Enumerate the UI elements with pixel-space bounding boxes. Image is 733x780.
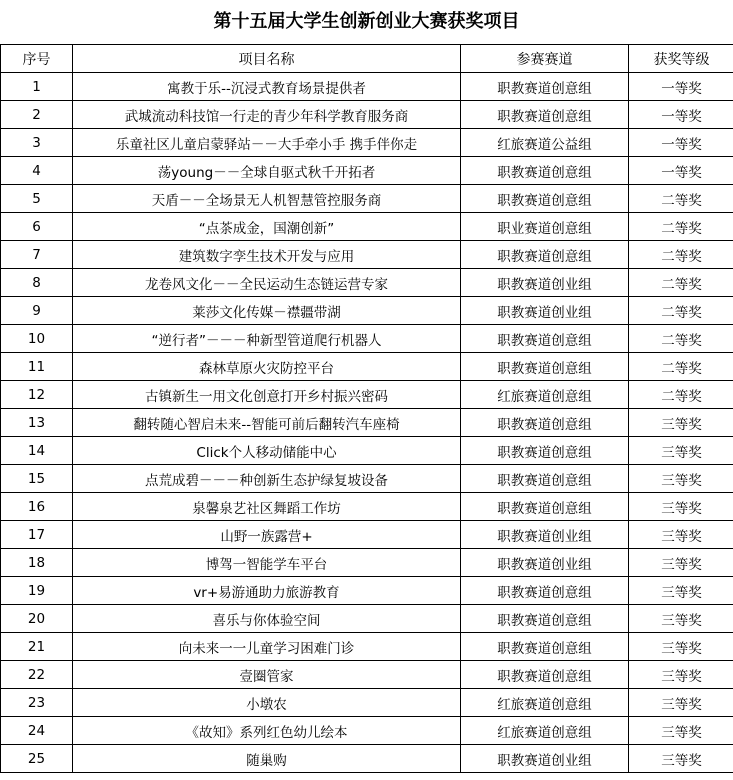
cell-track: 职教赛道创业组 — [461, 521, 629, 549]
table-row — [1, 73, 733, 101]
cell-project-name: 龙卷风文化－－全民运动生态链运营专家 — [73, 269, 461, 297]
header-row — [1, 45, 733, 73]
cell-track: 职教赛道创意组 — [461, 185, 629, 213]
cell-index: 5 — [1, 185, 73, 213]
table-row — [1, 129, 733, 157]
cell-project-name: Click个人移动储能中心 — [73, 437, 461, 465]
cell-award: 三等奖 — [629, 717, 733, 745]
cell-track: 职教赛道创意组 — [461, 73, 629, 101]
table-row — [1, 577, 733, 605]
table-row — [1, 185, 733, 213]
table-row — [1, 465, 733, 493]
cell-project-name: 山野一族露营+ — [73, 521, 461, 549]
cell-award: 三等奖 — [629, 661, 733, 689]
cell-track: 职教赛道创业组 — [461, 745, 629, 773]
table-row — [1, 381, 733, 409]
table-row — [1, 325, 733, 353]
table-row — [1, 521, 733, 549]
table-row — [1, 269, 733, 297]
cell-index: 10 — [1, 325, 73, 353]
cell-track: 职教赛道创意组 — [461, 157, 629, 185]
cell-award: 三等奖 — [629, 577, 733, 605]
cell-index: 24 — [1, 717, 73, 745]
cell-award: 一等奖 — [629, 157, 733, 185]
cell-award: 一等奖 — [629, 101, 733, 129]
table-row — [1, 549, 733, 577]
table-row — [1, 241, 733, 269]
cell-project-name: 泉馨泉艺社区舞蹈工作坊 — [73, 493, 461, 521]
table-row — [1, 689, 733, 717]
cell-index: 19 — [1, 577, 73, 605]
cell-track: 职教赛道创意组 — [461, 101, 629, 129]
cell-project-name: 建筑数字孪生技术开发与应用 — [73, 241, 461, 269]
cell-index: 15 — [1, 465, 73, 493]
table-row — [1, 745, 733, 773]
cell-award: 二等奖 — [629, 269, 733, 297]
cell-project-name: 壹圈管家 — [73, 661, 461, 689]
cell-index: 12 — [1, 381, 73, 409]
cell-track: 职教赛道创意组 — [461, 353, 629, 381]
cell-award: 三等奖 — [629, 605, 733, 633]
cell-project-name: 喜乐与你体验空间 — [73, 605, 461, 633]
cell-index: 6 — [1, 213, 73, 241]
cell-index: 21 — [1, 633, 73, 661]
cell-track: 职教赛道创意组 — [461, 409, 629, 437]
header-cell-award: 获奖等级 — [629, 45, 733, 73]
awards-table — [0, 44, 733, 773]
cell-index: 14 — [1, 437, 73, 465]
cell-award: 二等奖 — [629, 185, 733, 213]
header-cell-track: 参赛赛道 — [461, 45, 629, 73]
table-row — [1, 493, 733, 521]
cell-project-name: 古镇新生一用文化创意打开乡村振兴密码 — [73, 381, 461, 409]
cell-track: 职教赛道创业组 — [461, 297, 629, 325]
table-row — [1, 437, 733, 465]
cell-index: 4 — [1, 157, 73, 185]
cell-track: 职教赛道创意组 — [461, 437, 629, 465]
cell-track: 红旅赛道创意组 — [461, 689, 629, 717]
table-row — [1, 633, 733, 661]
cell-index: 13 — [1, 409, 73, 437]
cell-index: 8 — [1, 269, 73, 297]
cell-track: 职教赛道创业组 — [461, 269, 629, 297]
table-row — [1, 213, 733, 241]
cell-award: 二等奖 — [629, 381, 733, 409]
table-row — [1, 101, 733, 129]
cell-index: 22 — [1, 661, 73, 689]
table-row — [1, 409, 733, 437]
cell-award: 一等奖 — [629, 129, 733, 157]
cell-project-name: 天盾－－全场景无人机智慧管控服务商 — [73, 185, 461, 213]
table-row — [1, 605, 733, 633]
cell-award: 三等奖 — [629, 521, 733, 549]
cell-award: 二等奖 — [629, 241, 733, 269]
cell-index: 11 — [1, 353, 73, 381]
cell-track: 职教赛道创意组 — [461, 493, 629, 521]
cell-track: 职业赛道创意组 — [461, 213, 629, 241]
cell-project-name: 乐童社区儿童启蒙驿站－－大手牵小手 携手伴你走 — [73, 129, 461, 157]
cell-track: 红旅赛道创意组 — [461, 717, 629, 745]
cell-award: 三等奖 — [629, 465, 733, 493]
cell-project-name: 翻转随心智启未来--智能可前后翻转汽车座椅 — [73, 409, 461, 437]
cell-award: 一等奖 — [629, 73, 733, 101]
cell-project-name: 《故知》系列红色幼儿绘本 — [73, 717, 461, 745]
cell-index: 25 — [1, 745, 73, 773]
cell-track: 职教赛道创意组 — [461, 577, 629, 605]
cell-award: 三等奖 — [629, 549, 733, 577]
cell-project-name: vr+易游通助力旅游教育 — [73, 577, 461, 605]
cell-track: 红旅赛道公益组 — [461, 129, 629, 157]
cell-award: 三等奖 — [629, 689, 733, 717]
cell-track: 职教赛道创意组 — [461, 605, 629, 633]
table-row — [1, 661, 733, 689]
cell-award: 三等奖 — [629, 745, 733, 773]
cell-award: 三等奖 — [629, 633, 733, 661]
table-row — [1, 157, 733, 185]
cell-award: 二等奖 — [629, 297, 733, 325]
cell-index: 18 — [1, 549, 73, 577]
cell-track: 职教赛道创业组 — [461, 549, 629, 577]
cell-project-name: 荡young－－全球自驱式秋千开拓者 — [73, 157, 461, 185]
cell-award: 三等奖 — [629, 437, 733, 465]
table-row — [1, 717, 733, 745]
cell-index: 9 — [1, 297, 73, 325]
cell-index: 20 — [1, 605, 73, 633]
cell-index: 17 — [1, 521, 73, 549]
cell-track: 职教赛道创意组 — [461, 241, 629, 269]
table-row — [1, 297, 733, 325]
cell-award: 二等奖 — [629, 325, 733, 353]
cell-index: 7 — [1, 241, 73, 269]
cell-award: 二等奖 — [629, 213, 733, 241]
header-cell-index: 序号 — [1, 45, 73, 73]
cell-index: 3 — [1, 129, 73, 157]
cell-project-name: 点荒成碧－－－种创新生态护绿复坡设备 — [73, 465, 461, 493]
cell-award: 三等奖 — [629, 493, 733, 521]
cell-index: 1 — [1, 73, 73, 101]
table-row — [1, 353, 733, 381]
cell-index: 23 — [1, 689, 73, 717]
cell-project-name: 向未来一一儿童学习困难门诊 — [73, 633, 461, 661]
cell-award: 三等奖 — [629, 409, 733, 437]
cell-project-name: 莱莎文化传媒－襟疆带湖 — [73, 297, 461, 325]
cell-project-name: 寓教于乐--沉浸式教育场景提供者 — [73, 73, 461, 101]
cell-track: 职教赛道创意组 — [461, 661, 629, 689]
cell-index: 2 — [1, 101, 73, 129]
cell-track: 职教赛道创意组 — [461, 325, 629, 353]
cell-project-name: 博驾一智能学车平台 — [73, 549, 461, 577]
cell-project-name: 武城流动科技馆一行走的青少年科学教育服务商 — [73, 101, 461, 129]
cell-project-name: 小墩农 — [73, 689, 461, 717]
header-cell-project: 项目名称 — [73, 45, 461, 73]
page-title: 第十五届大学生创新创业大赛获奖项目 — [213, 11, 520, 32]
cell-track: 职教赛道创意组 — [461, 633, 629, 661]
cell-project-name: “点茶成金，国潮创新” — [73, 213, 461, 241]
cell-award: 二等奖 — [629, 353, 733, 381]
cell-index: 16 — [1, 493, 73, 521]
cell-project-name: “逆行者”－－－种新型管道爬行机器人 — [73, 325, 461, 353]
cell-track: 红旅赛道创意组 — [461, 381, 629, 409]
cell-project-name: 森林草原火灾防控平台 — [73, 353, 461, 381]
cell-track: 职教赛道创意组 — [461, 465, 629, 493]
cell-project-name: 随巢购 — [73, 745, 461, 773]
